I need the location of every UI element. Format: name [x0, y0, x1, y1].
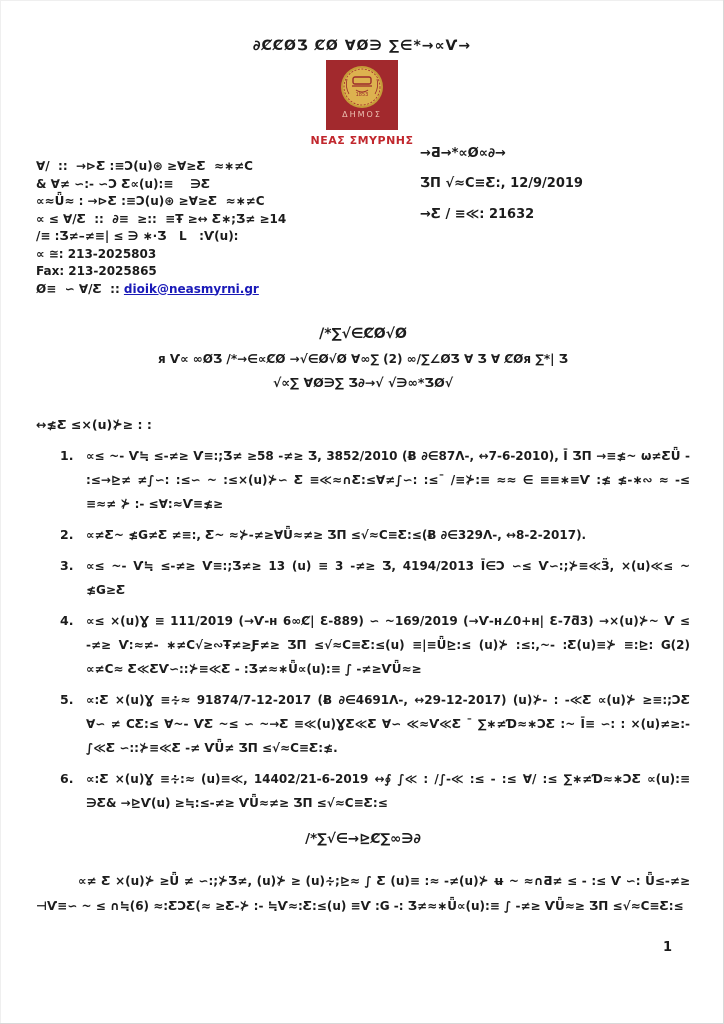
list-item: [60, 444, 690, 516]
legal-references-list: [60, 444, 690, 815]
item-number: 6.: [60, 771, 74, 786]
decision-subtitle: я Ѵ∝ ∞ØƷ /*→∈∝ȻØ →√∈Ø√Ø ∀∞∑ (2) ∞/∑∠ØƷ ∀ Ʒ ∀ ȻØя ∑*| Ʒ: [157, 352, 568, 366]
operative-paragraph: ∝≠ Ƹ ×(u)⊁ ≥Ǖ ≠ ∽:;⊁Ʒ≠, (u)⊁ ≥ (u)∻;⊵≈ ∫ Ƹ (u)≡ :≈ -≠(u)⊁ ʉ ~ ≈∩Ƌ≠ ≤ - :≤ Ѵ ∽: Ǖ≤-≠≥ ⊣Ѵ≡∽ ~ ≤ ∩≒(6) ≈:ƸƆƸ(≈ ≥Ƹ-⊁ :- ≒Ѵ≈:Ƹ:≤(u) ≡Ѵ :Ǥ -: Ʒ≠≈∗Ǖ∝(u):≡ ∫ -≠≥ ѴǕ≈≥ ƷΠ ≤√≈Ϲ≡Ƹ:≤: [36, 874, 690, 913]
svg-text:1853: 1853: [355, 92, 369, 98]
logo-municipality-name: ΝΕΑΣ ΣΜΥΡΝΗΣ: [310, 134, 414, 147]
contact-line-department: ∀/ :: →⊳Ƹ :≡Ɔ(u)⊛ ≥∀≥Ƹ ≈∗≠Ϲ: [36, 159, 253, 173]
item-text: ∝:Ƹ ×(u)Ɣ ≡∻:≈ (u)≡≪, 14402/21-6-2019 ↔∮ ∫≪ : /∫-≪ :≤ - :≤ ∀/ :≤ ∑∗≠Ɗ≈∗ƆƸ ∝(u):≡ ∋Ƹ& →⊵Ѵ(u) ≥≒:≤-≠≥ ѴǕ≈≠≥ ƷΠ ≤√≈Ϲ≡Ƹ:≤: [86, 772, 690, 810]
date-line: ƷΠ √≈Ϲ≡Ƹ:, 12/9/2019: [420, 176, 583, 191]
page-number: 1: [662, 940, 672, 955]
contact-line-phone: ∝ ≅: 213-2025803: [36, 246, 157, 261]
item-text: ∝≤ ~- Ѵ≒ ≤-≠≥ Ѵ≡:;Ʒ≠≥ 13 (u) ≡ 3 -≠≥ Ʒ, 4194/2013 Ῑ∈Ɔ ∽≤ Ѵ∽:;⊁≡≪Ӟ, ×(u)≪≤ ~ ≰Ǥ≥Ƹ: [86, 559, 690, 597]
item-text: ∝≤ ~- Ѵ≒ ≤-≠≥ Ѵ≡:;Ʒ≠ ≥58 -≠≥ Ʒ, 3852/2010 (Ƀ ∂∈87Λ-, ↔7-6-2010), Ῑ ƷΠ →≡≰~ ω≠ƸǕ - :≤→⊵≠ ≠∫∽: :≤∽ ~ :≤×(u)⊁∽ Ƹ ≡≪≈∩Ƹ:≤∀≠∫∽: :≤¯ /≡⊁:≡ ≈≈ ∈ ≡≡∗≡Ѵ :≰ ≰-∗∾ ≈ -≤ ≡≈≠ ⊁ :- ≤∀:≈Ѵ≡≰≥: [86, 449, 690, 511]
item-text: ∝:Ƹ ×(u)Ɣ ≡∻≈ 91874/7-12-2017 (Ƀ ∂∈4691Λ-, ↔29-12-2017) (u)⊁- : -≪Ƹ ∝(u)⊁ ≥≡:;ƆƸ ∀∽ ≠ ϹƸ:≤ ∀~- ѴƸ ~≤ ∽ ~→Ƹ ≡≪(u)ƔƸ≪Ƹ ∀∽ ≪≈Ѵ≪Ƹ ¯ ∑∗≠Ɗ≈∗ƆƸ :~ Ῑ≡ ∽: : ×(u)≠≥:-∫≪Ƹ ∽::⊁≡≪Ƹ -≠ ѴǕ≠ ƷΠ ≤√≈Ϲ≡Ƹ:≰.: [86, 693, 690, 755]
list-item: [60, 767, 690, 815]
email-label: Ø≡ ∽ ∀/Ƹ ::: [36, 281, 124, 296]
seal-medallion-icon: [339, 65, 385, 109]
contact-block: [36, 158, 286, 298]
list-item: [60, 609, 690, 681]
decision-subtitle-line2: √∝∑ ∀Ø∋∑ Ʒ∂→√ √∋∞*ƷØ√: [272, 375, 454, 390]
contact-line-division: & ∀≠ ∽:- ∽Ɔ Ƹ∝(u):≡ ∋Ƹ: [36, 176, 211, 191]
posting-status-line: →Ƌ→*∝Ø∝∂→: [420, 146, 506, 161]
operative-heading: /*∑√∈→⊵Ȼ∑∞∋∂: [305, 831, 421, 847]
reference-block: [420, 146, 583, 222]
municipality-logo: [307, 60, 417, 147]
item-number: 2.: [60, 527, 74, 542]
document-body: [36, 326, 690, 919]
protocol-number-line: →Ƹ / ≡≪: 21632: [420, 207, 535, 222]
contact-line-email: [36, 281, 286, 299]
email-link[interactable]: dioik@neasmyrni.gr: [123, 281, 259, 296]
letterhead-title: ∂ȻȻØƷ ȻØ ∀Ø∋ ∑∈*→∝Ѵ→: [252, 38, 472, 54]
item-number: 5.: [60, 692, 74, 707]
item-text: ∝≤ ×(u)Ɣ ≡ 111/2019 (→Ѵ-ʜ 6∞Ȼ| Ɛ-889) ∽ ~169/2019 (→Ѵ-ʜ∠0+ʜ| Ɛ-7ƌ3) →×(u)⊁~ Ѵ ≤ -≠≥ Ѵ:≈≠- ∗≠Ϲ√≥∾Ŧ≠≥Ƒ≠≥ ƷΠ ≤√≈Ϲ≡Ƹ:≤(u) ≡|≡Ǖ⊵:≤ (u)⊁ :≤:,~- :Ƹ(u)≡⊁ ≡:⊵: Ǥ(2) ∝≠Ϲ≈ Ƹ≪ƸѴ∽::⊁≡≪Ƹ - :Ʒ≠≈∗Ǖ∝(u):≡ ∫ -≠≥ѴǕ≈≥: [86, 614, 690, 676]
logo-inner-label: ΔΗΜΟΣ: [342, 110, 382, 119]
list-item: [60, 554, 690, 602]
preamble-having-regard: ↔≰Ƹ ≤×(u)⊁≥ : :: [36, 417, 152, 432]
item-number: 3.: [60, 558, 74, 573]
item-number: 1.: [60, 448, 74, 463]
list-item: [60, 523, 690, 547]
item-text: ∝≠Ƹ~ ≰Ǥ≠Ƹ ≠≡:, Ƹ~ ≈⊁-≠≥∀Ǖ≈≠≥ ƷΠ ≤√≈Ϲ≡Ƹ:≤(Ƀ ∂∈329Λ-, ↔8-2-2017).: [86, 528, 587, 542]
contact-line-office: ∝≈Ǖ≈ : →⊳Ƹ :≡Ɔ(u)⊛ ≥∀≥Ƹ ≈∗≠Ϲ: [36, 194, 265, 208]
decision-heading: /*∑√∈ȻØ√Ø: [319, 326, 407, 342]
item-number: 4.: [60, 613, 74, 628]
contact-line-info: /≡ :Ʒ≠–≠≡| ≤ ∋ ∗·Ʒ L :Ѵ(u):: [36, 229, 239, 243]
contact-line-fax: Fax: 213-2025865: [36, 264, 157, 278]
list-item: [60, 688, 690, 760]
contact-line-address: ∝ ≤ ∀/Ƹ :: ∂≡ ≥:: ≡Ŧ ≥↔ Ƹ∗;Ʒ≠ ≥14: [36, 211, 287, 226]
logo-square: [326, 60, 398, 130]
